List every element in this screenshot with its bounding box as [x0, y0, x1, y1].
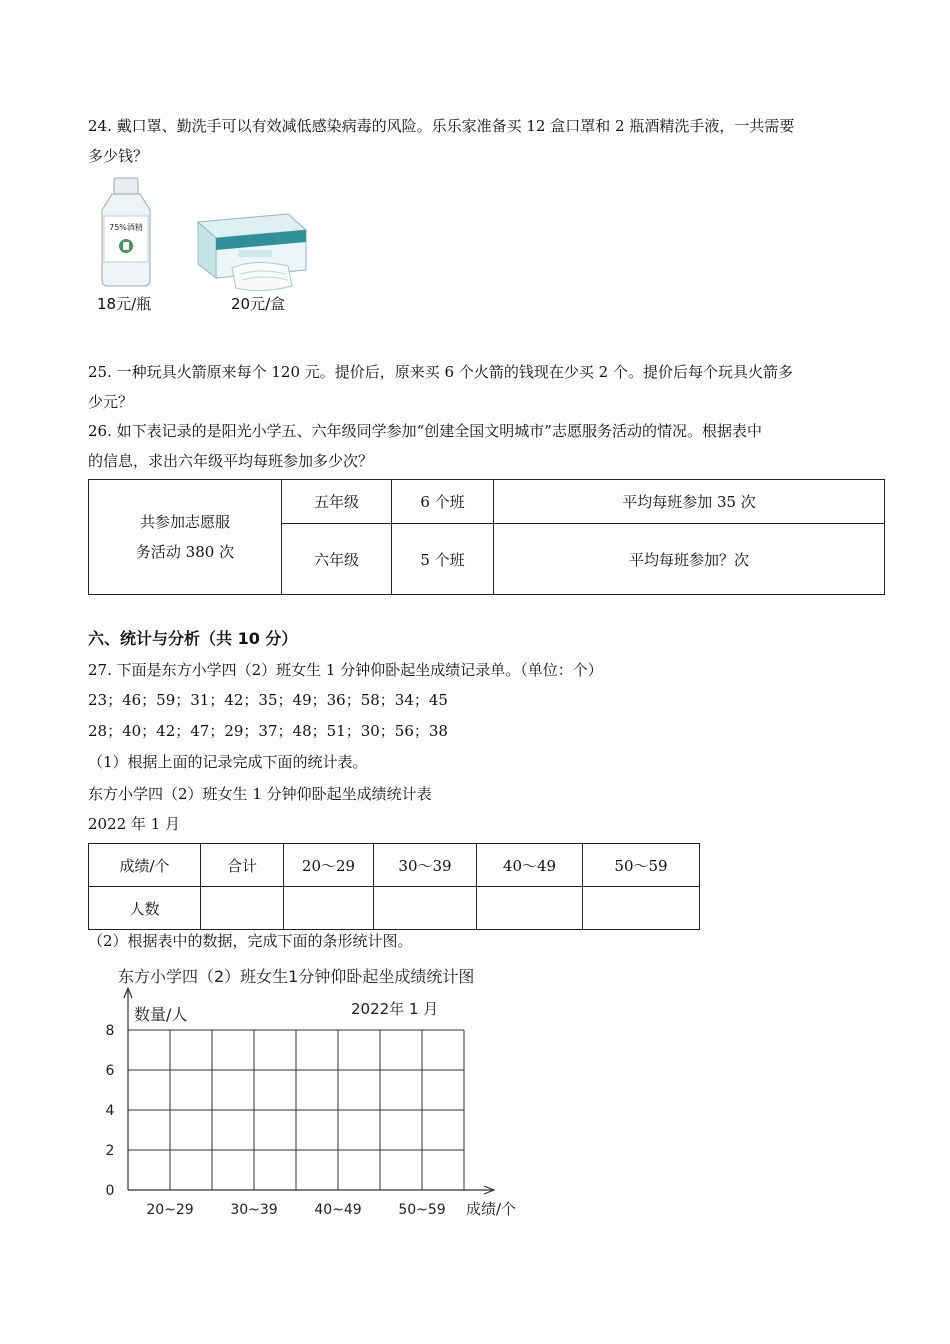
q24-line1: 24. 戴口罩、勤洗手可以有效减低感染病毒的风险。乐乐家准备买 12 盒口罩和 2 瓶酒精洗手液，一共需要 — [88, 117, 795, 135]
bottle-label-text: 75%酒精 — [109, 223, 143, 232]
score-header-40-49: 40～49 — [477, 844, 583, 887]
score-header-20-29: 20～29 — [284, 844, 374, 887]
chart-x-label: 成绩/个 — [466, 1200, 517, 1218]
x-tick-label: 50~59 — [398, 1202, 446, 1218]
score-header-total: 合计 — [201, 844, 284, 887]
mask-price: 20元/盒 — [231, 295, 286, 313]
q27-table-title: 东方小学四（2）班女生 1 分钟仰卧起坐成绩统计表 — [88, 785, 432, 803]
sanitizer-bottle-image — [92, 176, 162, 288]
q25-line1: 25. 一种玩具火箭原来每个 120 元。提价后，原来买 6 个火箭的钱现在少买 2 个。提价后每个玩具火箭多 — [88, 363, 793, 381]
q27-data-line2: 28；40；42；47；29；37；48；51；30；56；38 — [88, 722, 448, 740]
volunteer-total-line2: 务活动 380 次 — [135, 543, 235, 561]
x-tick-label: 20~29 — [146, 1202, 194, 1218]
mask-box-image — [192, 208, 310, 294]
q25-line2: 少元？ — [88, 393, 134, 411]
volunteer-total-cell — [89, 480, 282, 595]
score-header-30-39: 30～39 — [374, 844, 477, 887]
chart-y-ticks — [106, 1023, 115, 1199]
y-tick-label: 8 — [105, 1023, 115, 1039]
score-cell-30-39[interactable] — [374, 887, 477, 930]
x-tick-label: 30~39 — [230, 1202, 278, 1218]
score-cell-20-29[interactable] — [284, 887, 374, 930]
y-tick-label: 6 — [105, 1063, 115, 1079]
score-cell-total[interactable] — [201, 887, 284, 930]
volunteer-total-line1: 共参加志愿服 — [139, 513, 230, 531]
score-bar-chart — [88, 958, 548, 1226]
grade-6-cell: 六年级 — [282, 524, 392, 595]
grade-5-average-cell: 平均每班参加 35 次 — [494, 480, 885, 524]
y-tick-label: 0 — [105, 1183, 115, 1199]
chart-x-ticks — [146, 1202, 445, 1218]
score-table — [88, 843, 700, 930]
chart-grid — [128, 1030, 464, 1190]
q26-line2: 的信息，求出六年级平均每班参加多少次？ — [88, 452, 374, 470]
grade-5-classes-cell: 6 个班 — [392, 480, 494, 524]
q24-line2: 多少钱？ — [88, 147, 149, 165]
y-tick-label: 2 — [105, 1143, 115, 1159]
score-header-50-59: 50～59 — [583, 844, 700, 887]
q27-data-line1: 23；46；59；31；42；35；49；36；58；34；45 — [88, 691, 448, 709]
q26-line1: 26. 如下表记录的是阳光小学五、六年级同学参加“创建全国文明城市”志愿服务活动的情况。根据表中 — [88, 422, 762, 440]
q27-part1: （1）根据上面的记录完成下面的统计表。 — [88, 753, 368, 771]
q27-intro: 27. 下面是东方小学四（2）班女生 1 分钟仰卧起坐成绩记录单。（单位：个） — [88, 661, 603, 679]
volunteer-table — [88, 479, 885, 595]
chart-subtitle: 2022年 1 月 — [351, 1000, 439, 1018]
score-row-label: 人数 — [89, 887, 201, 930]
grade-5-cell: 五年级 — [282, 480, 392, 524]
score-cell-50-59[interactable] — [583, 887, 700, 930]
q27-table-date: 2022 年 1 月 — [88, 815, 181, 833]
bottle-price: 18元/瓶 — [97, 295, 152, 313]
y-tick-label: 4 — [105, 1103, 115, 1119]
section-heading: 六、统计与分析（共 10 分） — [88, 629, 298, 648]
score-header-label: 成绩/个 — [89, 844, 201, 887]
chart-y-label: 数量/人 — [134, 1005, 188, 1024]
grade-6-classes-cell: 5 个班 — [392, 524, 494, 595]
score-cell-40-49[interactable] — [477, 887, 583, 930]
chart-title: 东方小学四（2）班女生1分钟仰卧起坐成绩统计图 — [118, 967, 475, 986]
x-tick-label: 40~49 — [314, 1202, 362, 1218]
q27-part2: （2）根据表中的数据，完成下面的条形统计图。 — [88, 932, 413, 950]
grade-6-average-cell: 平均每班参加？次 — [494, 524, 885, 595]
